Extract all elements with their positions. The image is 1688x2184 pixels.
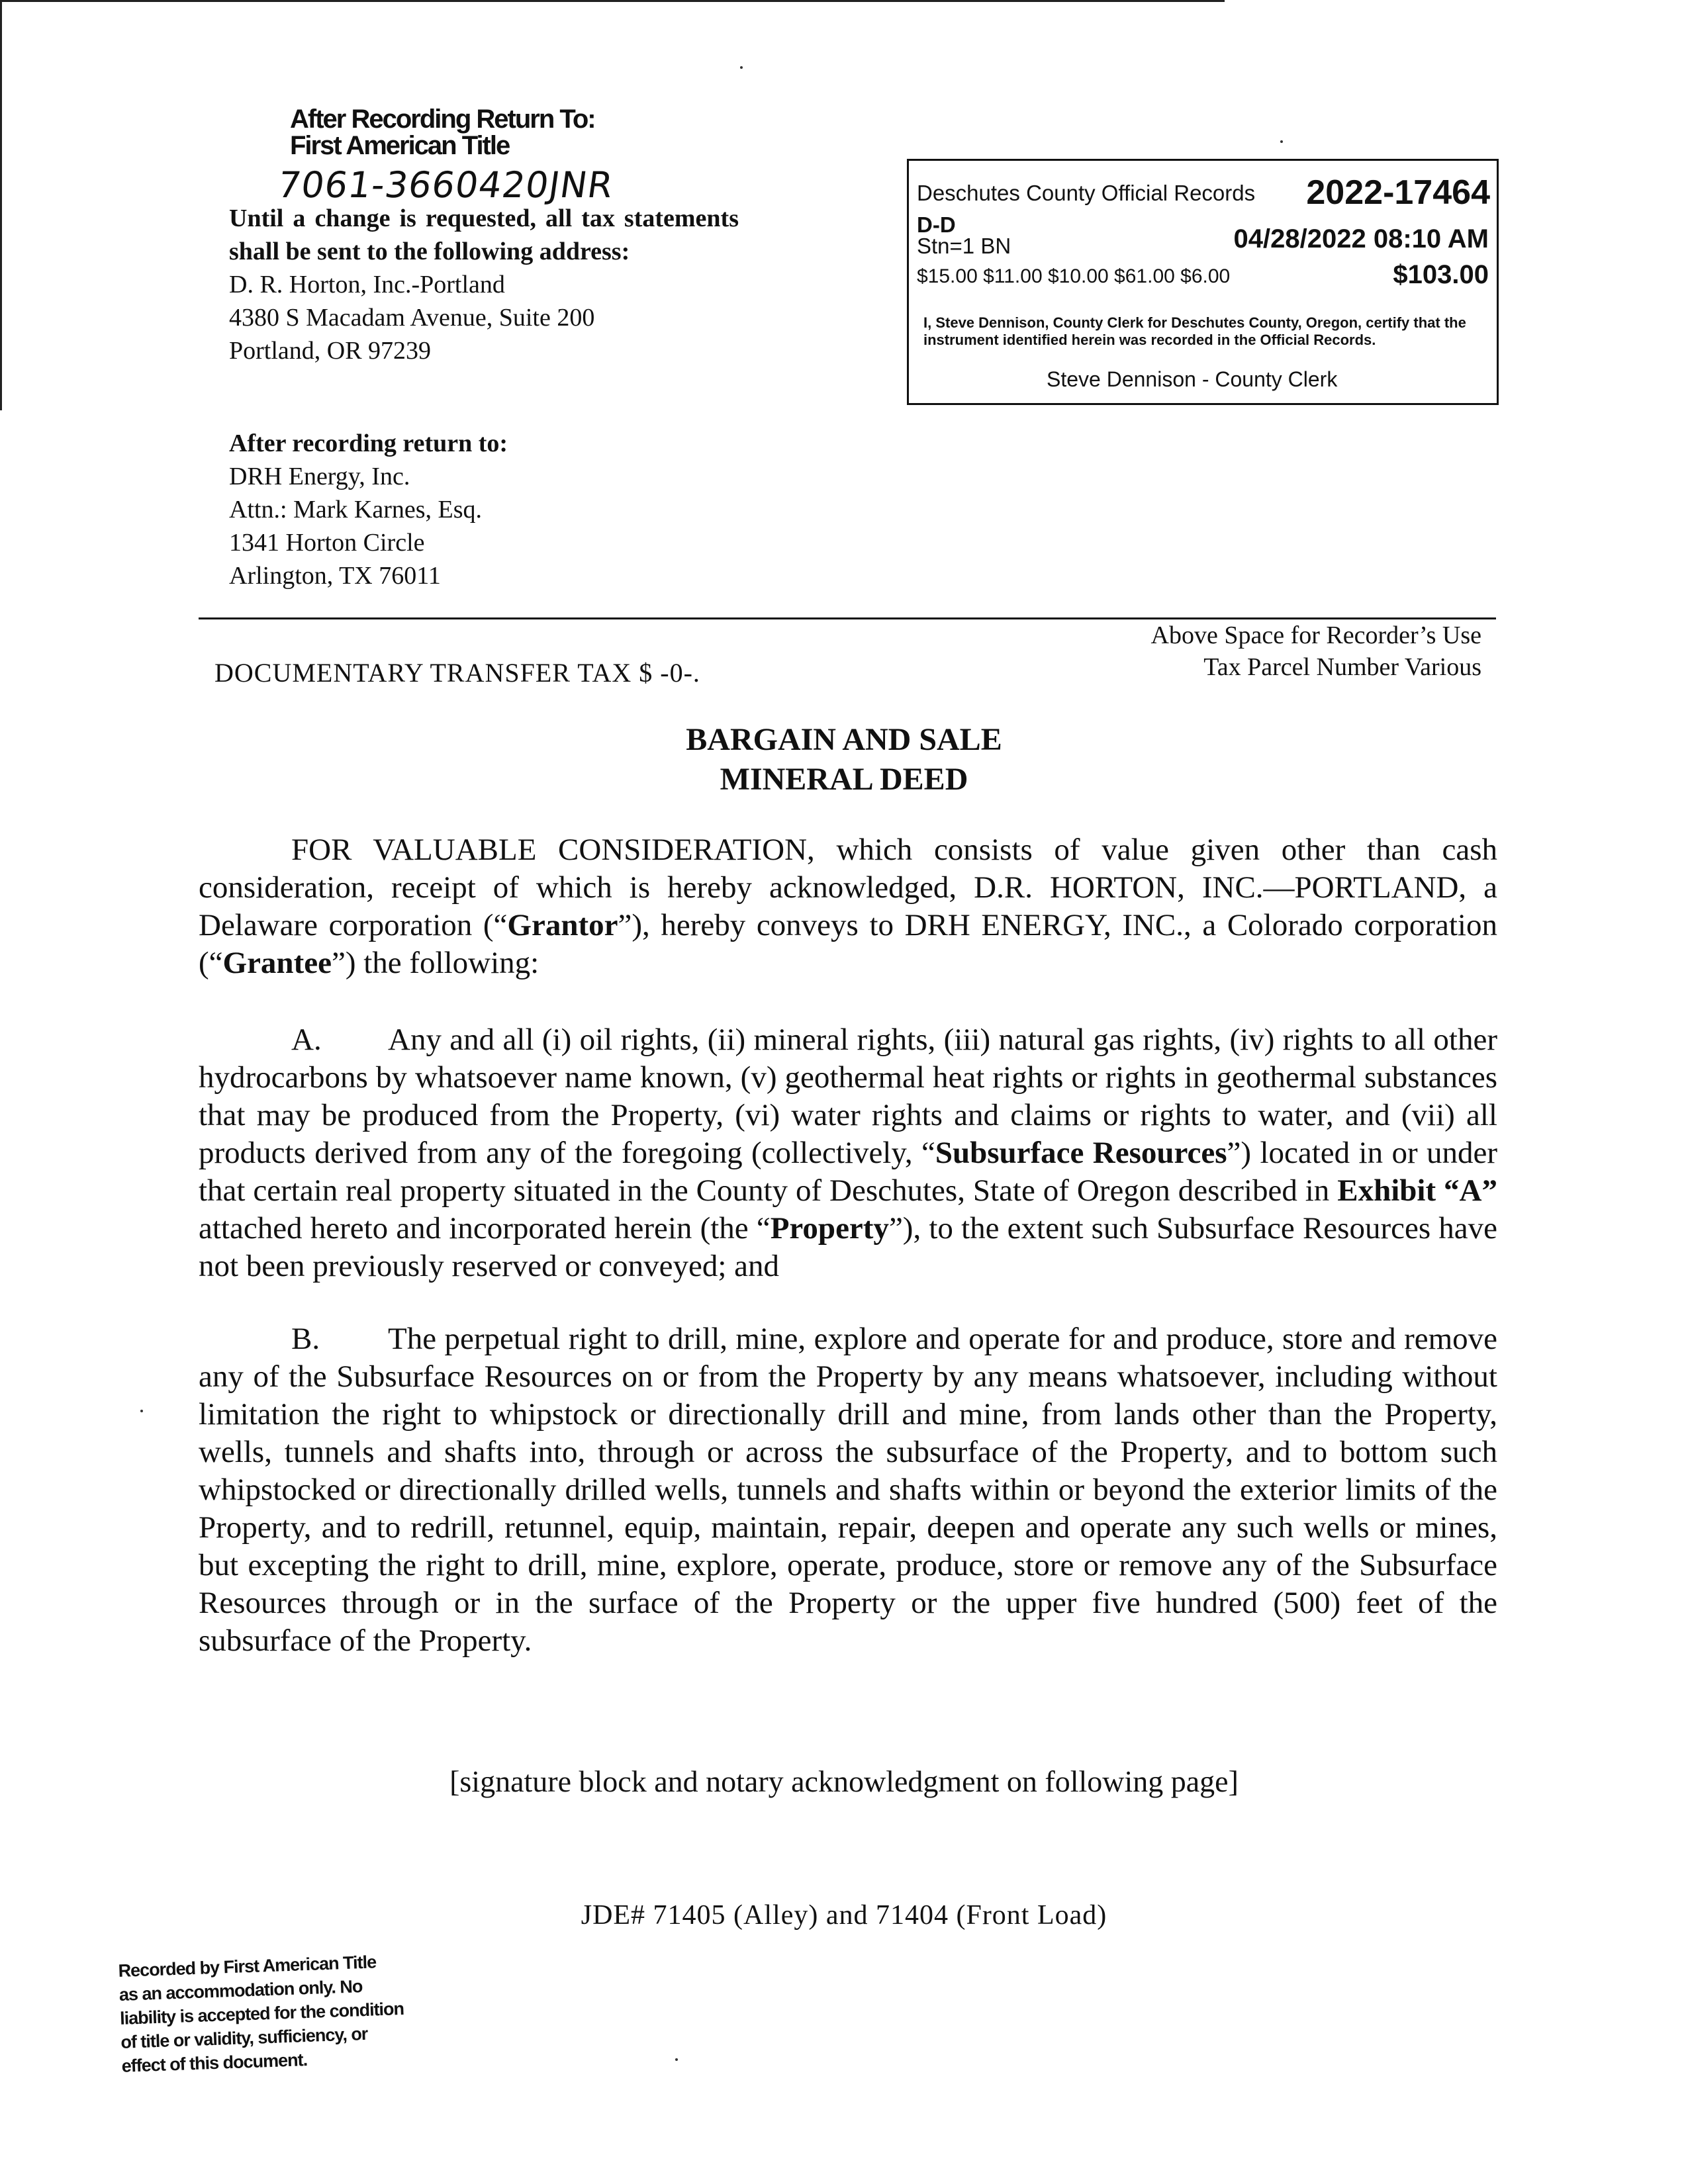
deed-title-line1: BARGAIN AND SALE — [686, 722, 1002, 757]
intro-text: ”) the following: — [331, 946, 539, 980]
after-recording-address — [229, 427, 759, 592]
after-recording-heading: After recording return to: — [229, 430, 508, 457]
intro-text: ”), hereby conveys to DRH ENERGY, INC., a Colorado corporation (“ — [199, 908, 1497, 980]
jde-reference: JDE# 71405 (Alley) and 71404 (Front Load) — [581, 1900, 1107, 1931]
scan-speck — [675, 2058, 678, 2061]
tax-statement-heading: Until a change is requested, all tax statements shall be sent to the following address: — [229, 205, 739, 265]
stamp-line: Recorded by First American Title — [118, 1952, 377, 1981]
clause-a-label: A. — [291, 1023, 322, 1057]
scan-speck — [140, 1410, 143, 1412]
address-line: D. R. Horton, Inc.-Portland — [229, 271, 505, 298]
signature-block-note: [signature block and notary acknowledgment on following page] — [449, 1764, 1239, 1798]
address-line: DRH Energy, Inc. — [229, 463, 410, 490]
property-term: Property — [770, 1211, 889, 1246]
address-line: 4380 S Macadam Avenue, Suite 200 — [229, 304, 595, 332]
stamp-line: as an accommodation only. No — [118, 1976, 363, 2005]
documentary-transfer-tax: DOCUMENTARY TRANSFER TAX $ -0-. — [214, 658, 700, 688]
clause-a-text: ”), to the extent such Subsurface Resources have not been previously reserved or conveyed; and — [199, 1211, 1498, 1283]
grantee-term: Grantee — [222, 946, 332, 980]
scan-speck — [740, 66, 743, 69]
scan-speck — [1280, 140, 1283, 143]
address-line: 1341 Horton Circle — [229, 529, 425, 557]
handwritten-order-number: 7061-3660420JNR — [275, 164, 616, 206]
accommodation-recording-stamp — [118, 1948, 426, 2078]
return-stamp-line2: First American Title — [290, 131, 510, 160]
scan-edge-left — [0, 0, 2, 410]
address-line: Portland, OR 97239 — [229, 337, 432, 365]
exhibit-a-term: Exhibit “A” — [1337, 1173, 1497, 1208]
clause-a-text: Any and all (i) oil rights, (ii) mineral rights, (iii) natural gas rights, (iv) rights to all other hydrocarbons by whatsoever name known, (v) geothermal heat rights or rights in geothermal substances that may be produced from the Property, (vi) water rights and claims or rights to water, and (vii) all products derived from any of the foregoing (collectively, “ — [199, 1023, 1497, 1170]
tax-parcel-line: Tax Parcel Number Various — [1203, 653, 1481, 681]
tax-statement-address — [229, 202, 739, 367]
return-stamp-line1: After Recording Return To: — [290, 105, 595, 134]
recording-datetime: 04/28/2022 08:10 AM — [1233, 224, 1489, 253]
clause-a — [199, 1021, 1497, 1285]
consideration-paragraph — [199, 831, 1497, 982]
recording-fees: $15.00 $11.00 $10.00 $61.00 $6.00 — [917, 265, 1231, 287]
document-number: 2022-17464 — [1306, 173, 1490, 212]
recorder-use-note — [886, 619, 1481, 683]
clause-b-label: B. — [291, 1322, 320, 1356]
address-line: Attn.: Mark Karnes, Esq. — [229, 496, 483, 523]
clause-b-text: The perpetual right to drill, mine, explore and operate for and produce, store and remove any of the Subsurface Resources on or from the Property by any means whatsoever, including without limitation the right to whipstock or directionally drill and mine, from lands other than the Property, wells, tunnels and shafts into, through or across the subsurface of the Property, and to bottom such whipstocked or directionally drilled wells, tunnels and shafts within or beyond the exterior limits of the Property, and to redrill, retunnel, equip, maintain, repair, deepen and operate any such wells or mines, but excepting the right to drill, mine, explore, operate, produce, store or remove any of the Subsurface Resources through or in the surface of the Property or the upper five hundred (500) feet of the subsurface of the Property. — [199, 1322, 1497, 1658]
grantor-term: Grantor — [507, 908, 618, 942]
document-type: D-D — [917, 212, 956, 237]
clause-a-text: ”) located in or under that certain real property situated in the County of Deschutes, State of Oregon described in — [199, 1136, 1498, 1208]
deed-title-line2: MINERAL DEED — [720, 762, 968, 797]
intro-text: FOR VALUABLE CONSIDERATION, which consists of value given other than cash consideration, receipt of which is hereby acknowledged, D.R. HORTON, INC.—PORTLAND, a Delaware corporation (“ — [199, 833, 1497, 942]
clerk-certification: I, Steve Dennison, County Clerk for Deschutes County, Oregon, certify that the instrument identified herein was recorded in the Official Records. — [923, 314, 1466, 348]
county-clerk: Steve Dennison - County Clerk — [1047, 367, 1338, 391]
return-stamp — [290, 106, 634, 159]
clause-a-text: attached hereto and incorporated herein (the “ — [199, 1211, 771, 1246]
recorder-use-line: Above Space for Recorder’s Use — [1150, 621, 1481, 649]
station: Stn=1 BN — [917, 234, 1011, 258]
county-recording-stamp — [907, 159, 1499, 405]
stamp-line: of title or validity, sufficiency, or — [120, 2023, 368, 2052]
subsurface-resources-term: Subsurface Resources — [935, 1136, 1227, 1170]
stamp-line: liability is accepted for the condition — [119, 1998, 404, 2028]
scan-edge-top — [0, 0, 1225, 2]
address-line: Arlington, TX 76011 — [229, 562, 441, 590]
recording-total: $103.00 — [1393, 260, 1489, 289]
clause-b — [199, 1320, 1497, 1660]
stamp-line: effect of this document. — [121, 2050, 308, 2076]
county-records-label: Deschutes County Official Records — [917, 181, 1256, 205]
